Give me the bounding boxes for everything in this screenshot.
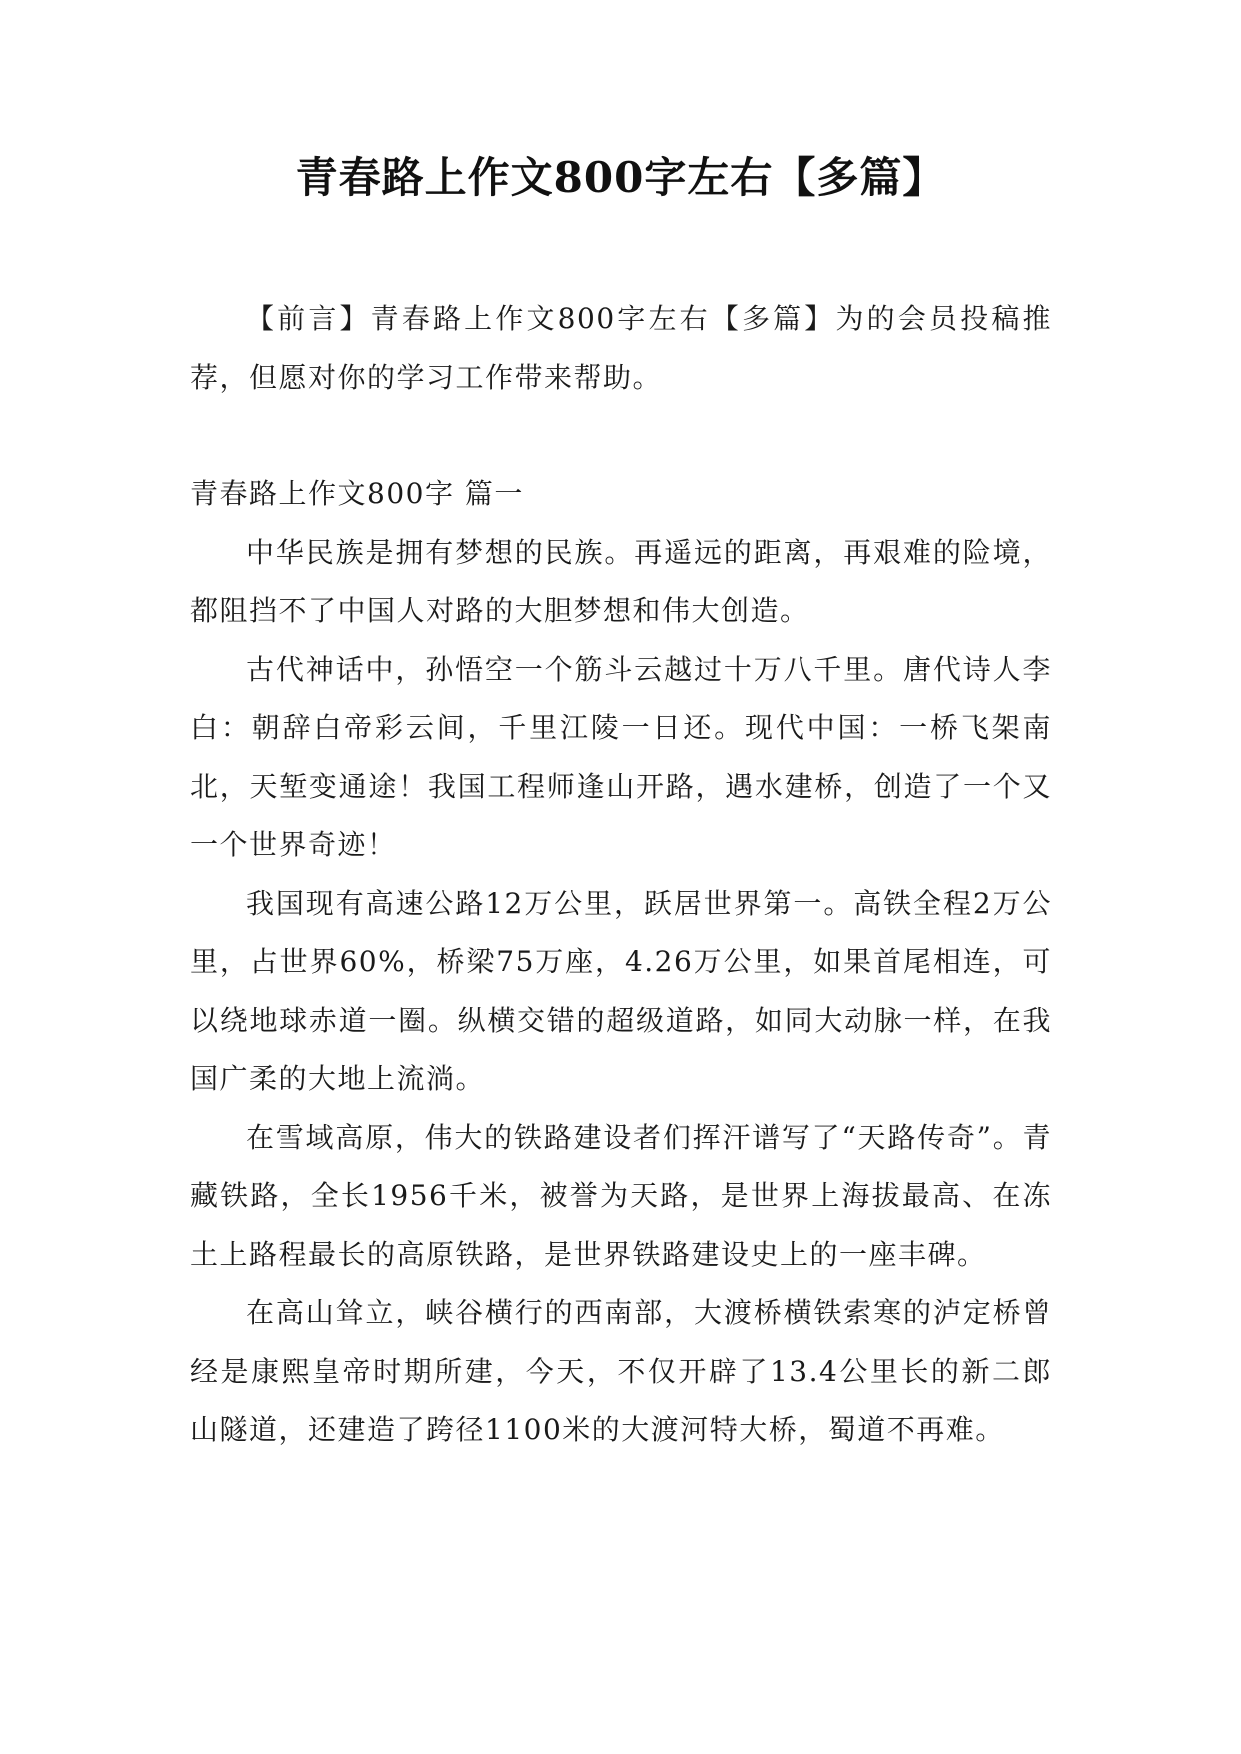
body-paragraph-5: 在高山耸立，峡谷横行的西南部，大渡桥横铁索寒的泸定桥曾经是康熙皇帝时期所建，今天，不仅开辟了13.4公里长的新二郎山隧道，还建造了跨径1100米的大渡河特大桥，蜀道不再难。 [190,1296,1052,1446]
body-paragraph-1: 中华民族是拥有梦想的民族。再遥远的距离，再艰难的险境，都阻挡不了中国人对路的大胆梦想和伟大创造。 [190,535,1052,627]
section-heading: 青春路上作文800字 篇一 [190,477,524,510]
body-paragraph-2: 古代神话中，孙悟空一个筋斗云越过十万八千里。唐代诗人李白：朝辞白帝彩云间，千里江陵一日还。现代中国：一桥飞架南北，天堑变通途！我国工程师逢山开路，遇水建桥，创造了一个又一个世界奇迹！ [190,652,1052,861]
body-paragraph-3: 我国现有高速公路12万公里，跃居世界第一。高铁全程2万公里，占世界60%，桥梁75万座，4.26万公里，如果首尾相连，可以绕地球赤道一圈。纵横交错的超级道路，如同大动脉一样，在我国广柔的大地上流淌。 [190,886,1052,1095]
blank-line [190,407,1052,465]
preface-paragraph: 【前言】青春路上作文800字左右【多篇】为的会员投稿推荐，但愿对你的学习工作带来帮助。 [190,302,1052,394]
document-body [190,290,1052,1460]
body-paragraph-4: 在雪域高原，伟大的铁路建设者们挥汗谱写了“天路传奇”。青藏铁路，全长1956千米，被誉为天路，是世界上海拔最高、在冻土上路程最长的高原铁路，是世界铁路建设史上的一座丰碑。 [190,1120,1052,1271]
page-title: 青春路上作文800字左右【多篇】 [295,153,946,202]
